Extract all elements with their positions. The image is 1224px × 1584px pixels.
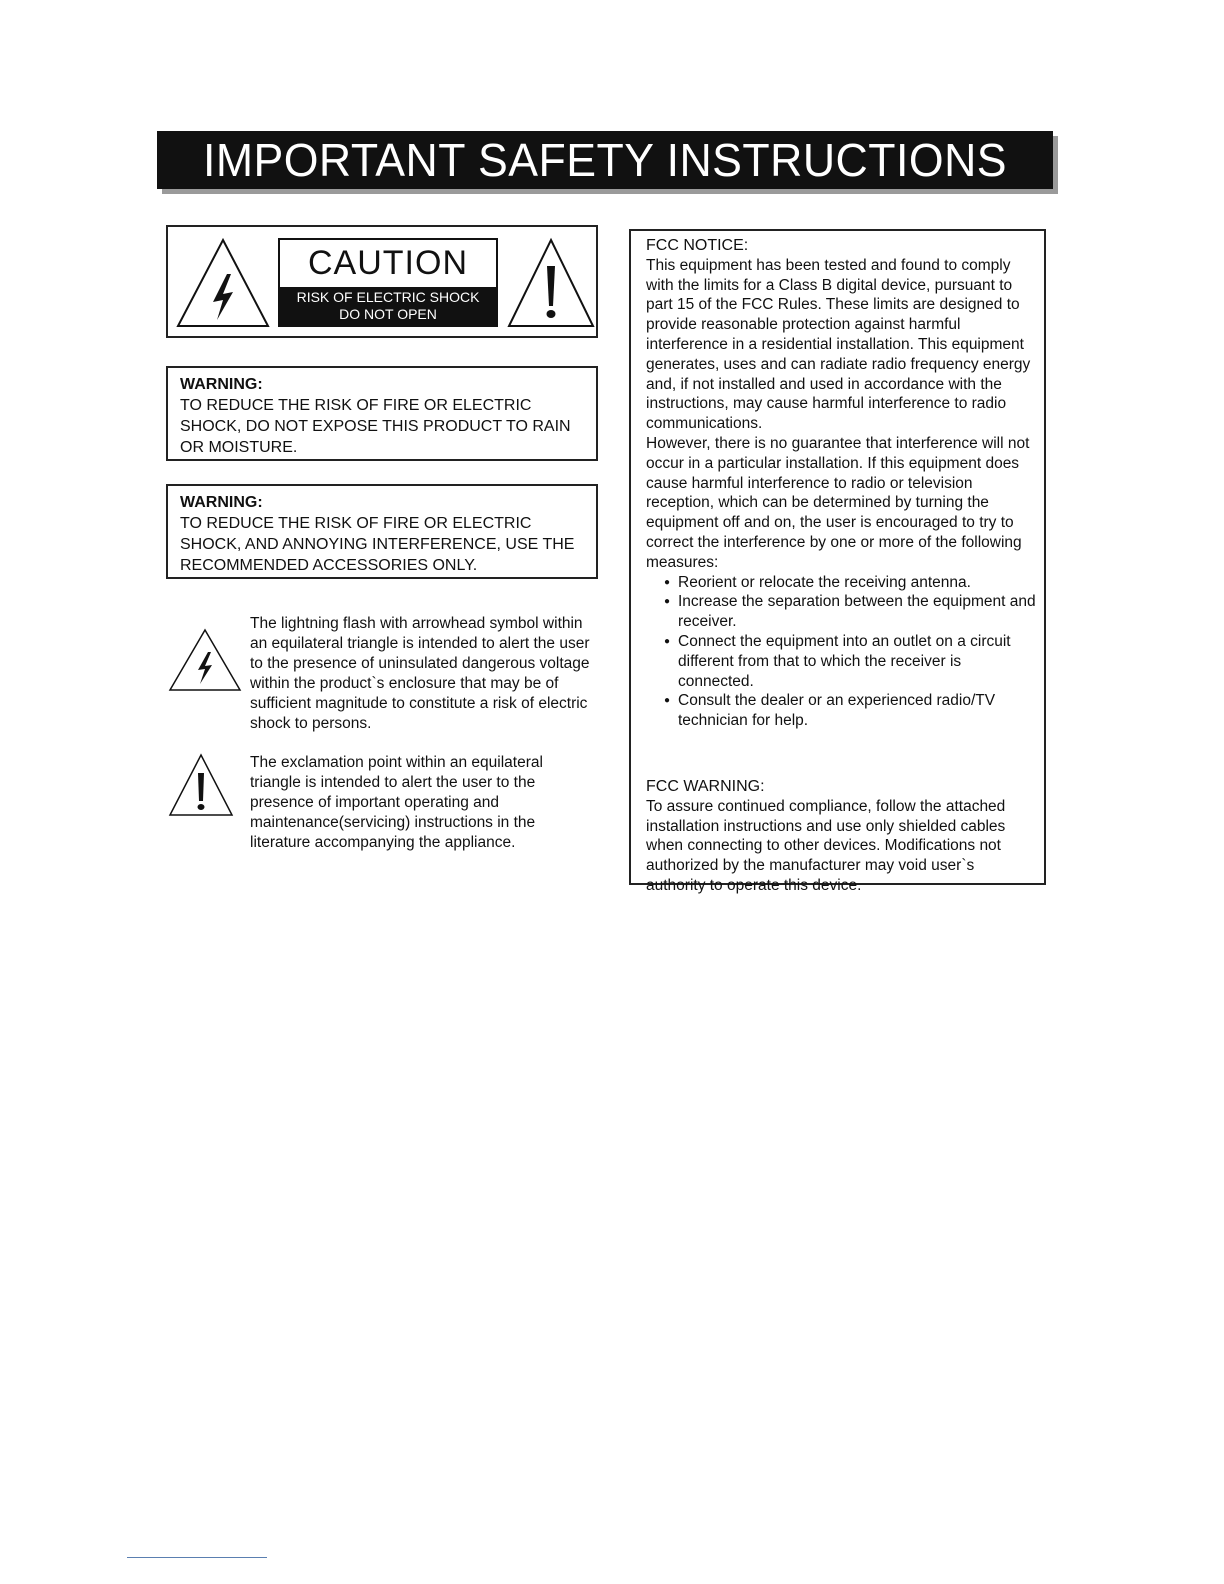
caution-heading: CAUTION bbox=[308, 244, 468, 282]
exclamation-symbol-text: The exclamation point within an equilateral triangle is intended to alert the user to the presence of important operating and maintenance(servicing) instructions in the literature accompanying the appliance. bbox=[250, 754, 543, 851]
caution-line-2: DO NOT OPEN bbox=[339, 306, 437, 322]
caution-subtext bbox=[280, 287, 496, 325]
fcc-warning-text: To assure continued compliance, follow the attached installation instructions and use only shielded cables when connecting to other devices. Modifications not authorized by the manufacturer may void user`s authority to operate this device. bbox=[646, 797, 1006, 894]
page-title: IMPORTANT SAFETY INSTRUCTIONS bbox=[202, 134, 1008, 186]
exclamation-triangle-icon bbox=[168, 753, 234, 817]
warning-1-heading: WARNING: bbox=[180, 376, 263, 393]
fcc-notice-box bbox=[629, 229, 1046, 894]
footer-divider bbox=[127, 1557, 267, 1558]
fcc-warning-heading: FCC WARNING: bbox=[646, 777, 765, 795]
warning-box-1 bbox=[166, 366, 598, 461]
caution-line-1: RISK OF ELECTRIC SHOCK bbox=[296, 289, 480, 305]
fcc-however-text: However, there is no guarantee that interference will not occur in a particular installation. If this equipment does cause harmful interference to radio or television reception, which can be determined by turning the equipment off and on, the user is encouraged to try to correct the interference by one or more of the following measures: bbox=[646, 434, 1030, 571]
fcc-notice-heading: FCC NOTICE: bbox=[646, 237, 749, 254]
warning-2-heading: WARNING: bbox=[180, 494, 263, 511]
list-item: ● Connect the equipment into an outlet on a circuit different from that to which the receiver is connected. bbox=[666, 632, 1036, 691]
exclamation-symbol-explanation bbox=[168, 753, 598, 853]
warning-2-text: TO REDUCE THE RISK OF FIRE OR ELECTRIC SHOCK, AND ANNOYING INTERFERENCE, USE THE RECOMMENDED ACCESSORIES ONLY. bbox=[180, 515, 575, 574]
warning-1-text: TO REDUCE THE RISK OF FIRE OR ELECTRIC SHOCK, DO NOT EXPOSE THIS PRODUCT TO RAIN OR MOISTURE. bbox=[180, 397, 571, 456]
list-item: ● Reorient or relocate the receiving antenna. bbox=[666, 573, 1036, 593]
exclamation-triangle-icon bbox=[507, 236, 595, 330]
lightning-symbol-text: The lightning flash with arrowhead symbol within an equilateral triangle is intended to alert the user to the presence of uninsulated dangerous voltage within the product`s enclosure that may be of sufficient magnitude to constitute a risk of electric shock to persons. bbox=[250, 615, 590, 732]
lightning-triangle-icon bbox=[175, 236, 271, 330]
fcc-measures-list bbox=[646, 573, 1036, 731]
lightning-symbol-explanation bbox=[168, 614, 598, 734]
lightning-triangle-icon bbox=[168, 628, 242, 692]
list-item: ● Increase the separation between the equipment and receiver. bbox=[666, 592, 1036, 632]
fcc-notice-text: This equipment has been tested and found to comply with the limits for a Class B digital device, pursuant to part 15 of the FCC Rules. These limits are designed to provide reasonable protection against harmful interference in a residential installation. This equipment generates, uses and can radiate radio frequency energy and, if not installed and used in accordance with the instructions, may cause harmful interference to radio communications. bbox=[646, 256, 1031, 433]
caution-sign bbox=[278, 238, 498, 327]
caution-label bbox=[166, 225, 598, 338]
warning-box-2 bbox=[166, 484, 598, 579]
list-item: ● Consult the dealer or an experienced radio/TV technician for help. bbox=[666, 691, 1036, 731]
title-bar bbox=[157, 131, 1053, 189]
